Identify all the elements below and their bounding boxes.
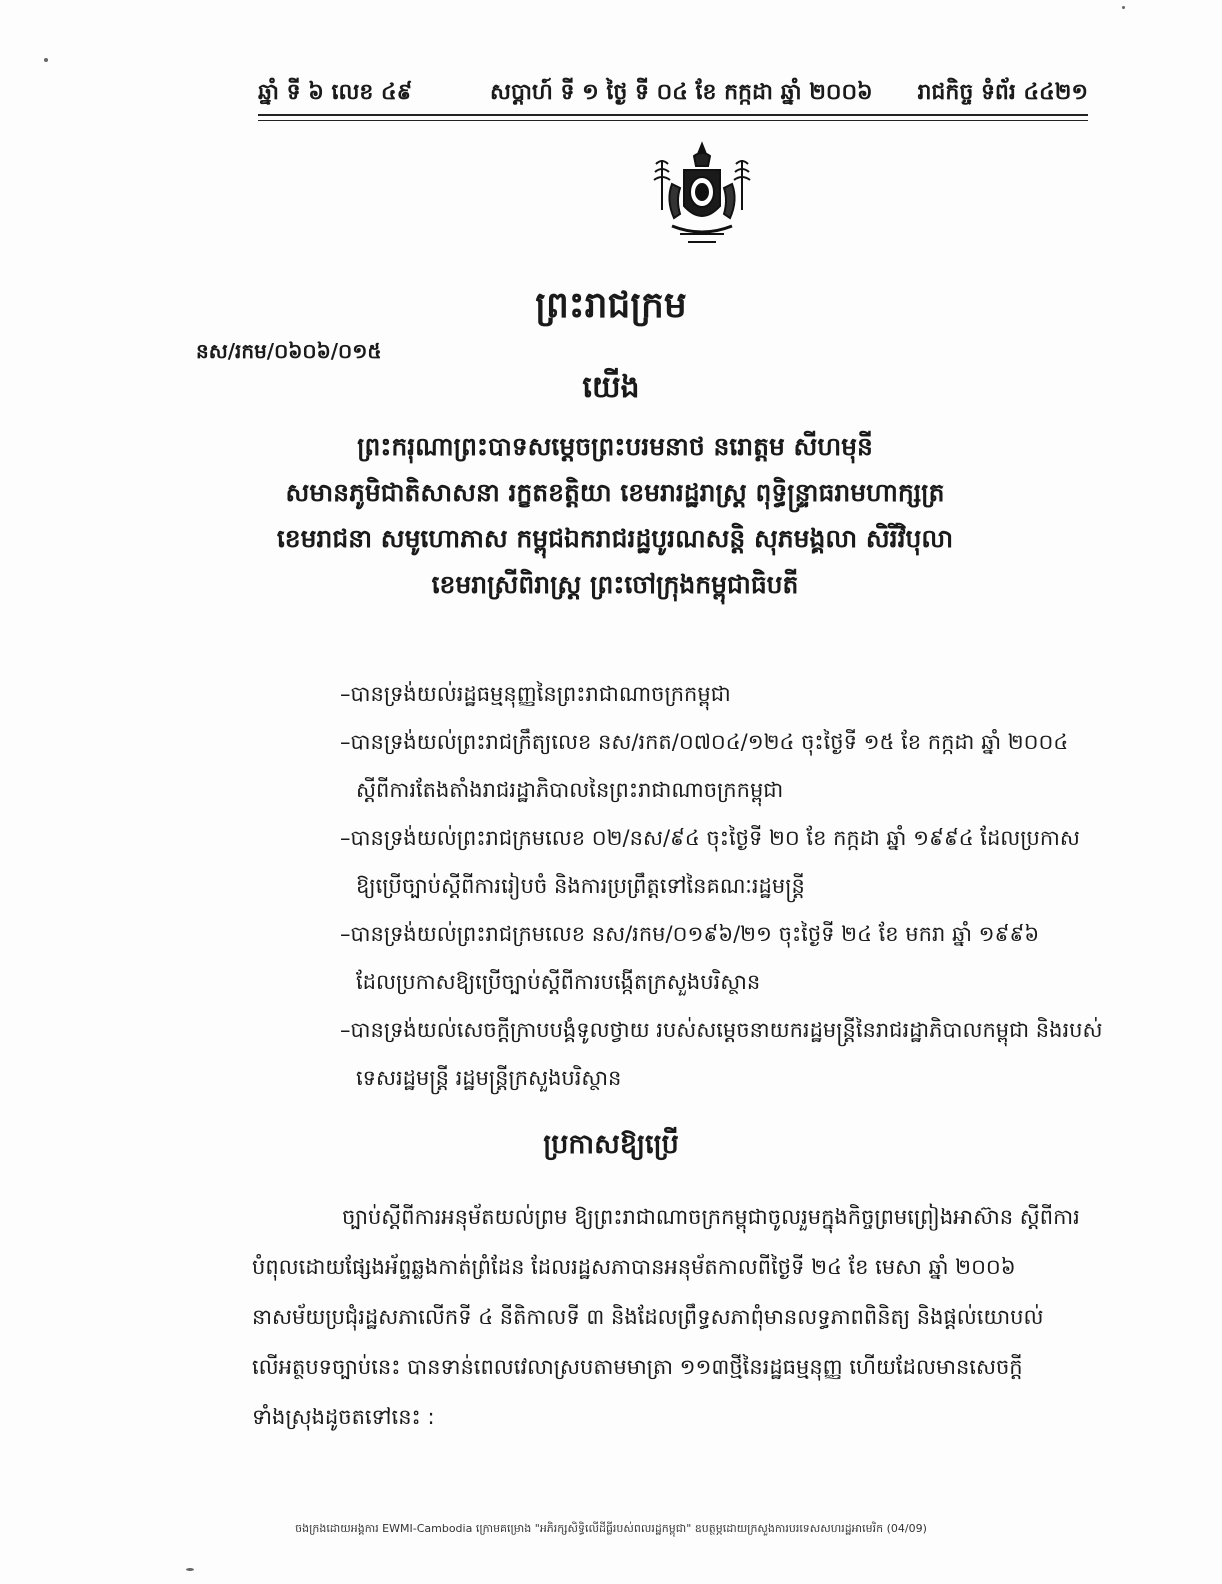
king-titles (200, 424, 1030, 608)
body-line: នាសម័យប្រជុំរដ្ឋសភាលើកទី ៤ នីតិកាលទី ៣ និងដែលព្រឹទ្ធសភាពុំមានលទ្ធភាពពិនិត្យ និងផ្តល់យោបល់ (252, 1305, 1044, 1329)
scan-speck (186, 1568, 194, 1571)
gazette-page-number: រាជកិច្ច ទំព័រ ៤៤២១ (917, 80, 1088, 105)
footer-note: ចងក្រងដោយអង្គការ EWMI-Cambodia ក្រោមគម្រោង "អភិរក្សសិទ្ធិលើដីធ្លីរបស់ពលរដ្ឋកម្ពុជា" ឧបត្ថម្ភដោយក្រសួងការបរទេសសហរដ្ឋអាមេរិក (04/09) (295, 1522, 927, 1535)
king-title-line: សមានភូមិជាតិសាសនា រក្ខតខត្តិយា ខេមរារដ្ឋរាស្ត្រ ពុទ្ធិន្ទ្រាធរាមហាក្សត្រ (285, 478, 945, 507)
consideration-text-continued: ឱ្យប្រើច្បាប់ស្តីពីការរៀបចំ និងការប្រព្រឹត្តទៅនៃគណៈរដ្ឋមន្ត្រី (356, 874, 805, 898)
consideration-text-continued: ទេសរដ្ឋមន្ត្រី រដ្ឋមន្ត្រីក្រសួងបរិស្ថាន (356, 1066, 622, 1090)
consideration-text: –បានទ្រង់យល់ព្រះរាជក្រមលេខ ០២/នស/៩៤ ចុះថ្ងៃទី ២០ ខែ កក្កដា ឆ្នាំ ១៩៩៤ ដែលប្រកាស (340, 826, 1080, 850)
consideration-text: –បានទ្រង់យល់សេចក្តីក្រាបបង្គំទូលថ្វាយ របស់សម្តេចនាយករដ្ឋមន្ត្រីនៃរាជរដ្ឋាភិបាលកម្ពុជា និងរបស់ (340, 1018, 1103, 1042)
consideration-item (340, 718, 1140, 814)
body-line: ទាំងស្រុងដូចតទៅនេះ : (252, 1405, 435, 1429)
considerations-list (340, 670, 1140, 1102)
header-rule-thin (258, 120, 1088, 121)
royal-we-heading: យើង (582, 370, 640, 405)
consideration-item (340, 814, 1140, 910)
body-line: បំពុលដោយផ្សែងអ័ព្ទឆ្លងកាត់ព្រំដែន ដែលរដ្ឋសភាបានអនុម័តកាលពីថ្ងៃទី ២៤ ខែ មេសា ឆ្នាំ ២០០៦ (252, 1255, 1016, 1279)
decree-reference-number: នស/រកម/០៦០៦/០១៥ (196, 339, 382, 363)
king-title-line: ខេមរាជនា សមូហោភាស កម្ពុជឯករាជរដ្ឋបូរណសន្តិ សុភមង្គលា សិរីវិបុលា (276, 524, 954, 553)
gazette-year-issue: ឆ្នាំ ទី ៦ លេខ ៤៩ (258, 80, 413, 105)
gazette-header (258, 78, 1088, 118)
gazette-date: សប្តាហ៍ ទី ១ ថ្ងៃ ទី ០៤ ខែ កក្កដា ឆ្នាំ ២០០៦ (490, 80, 873, 105)
consideration-item (340, 1006, 1140, 1102)
scan-speck (44, 58, 48, 62)
king-title-line: ខេមរាស្រីពិរាស្ត្រ ព្រះចៅក្រុងកម្ពុជាធិបតី (431, 570, 799, 599)
consideration-text-continued: ដែលប្រកាសឱ្យប្រើច្បាប់ស្តីពីការបង្កើតក្រសួងបរិស្ថាន (356, 970, 761, 994)
consideration-text: –បានទ្រង់យល់រដ្ឋធម្មនុញ្ញនៃព្រះរាជាណាចក្រកម្ពុជា (340, 682, 731, 706)
body-line: ច្បាប់ស្តីពីការអនុម័តយល់ព្រម ឱ្យព្រះរាជាណាចក្រកម្ពុជាចូលរួមក្នុងកិច្ចព្រមព្រៀងអាស៊ាន ស្តីពីការ (342, 1205, 1080, 1229)
consideration-text: –បានទ្រង់យល់ព្រះរាជក្រឹត្យលេខ នស/រកត/០៧០៤/១២៤ ចុះថ្ងៃទី ១៥ ខែ កក្កដា ឆ្នាំ ២០០៤ (340, 730, 1069, 754)
king-title-line: ព្រះករុណាព្រះបាទសម្តេចព្រះបរមនាថ នរោត្តម សីហមុនី (357, 432, 873, 461)
consideration-item (340, 670, 1140, 718)
scan-speck (1122, 6, 1125, 9)
consideration-text: –បានទ្រង់យល់ព្រះរាជក្រមលេខ នស/រកម/០១៩៦/២១ ចុះថ្ងៃទី ២៤ ខែ មករា ឆ្នាំ ១៩៩៦ (340, 922, 1040, 946)
consideration-text-continued: ស្តីពីការតែងតាំងរាជរដ្ឋាភិបាលនៃព្រះរាជាណាចក្រកម្ពុជា (356, 778, 784, 802)
body-line: លើអត្ថបទច្បាប់នេះ បានទាន់ពេលវេលាស្របតាមមាត្រា ១១៣ថ្មីនៃរដ្ឋធម្មនុញ្ញ ហើយដែលមានសេចក្តី (252, 1355, 1023, 1379)
body-paragraph (252, 1192, 1140, 1442)
promulgation-heading: ប្រកាសឱ្យប្រើ (543, 1129, 679, 1160)
consideration-item (340, 910, 1140, 1006)
document-title: ព្រះរាជក្រម (535, 285, 687, 326)
header-rule (258, 114, 1088, 116)
royal-coat-of-arms-icon (650, 140, 754, 252)
